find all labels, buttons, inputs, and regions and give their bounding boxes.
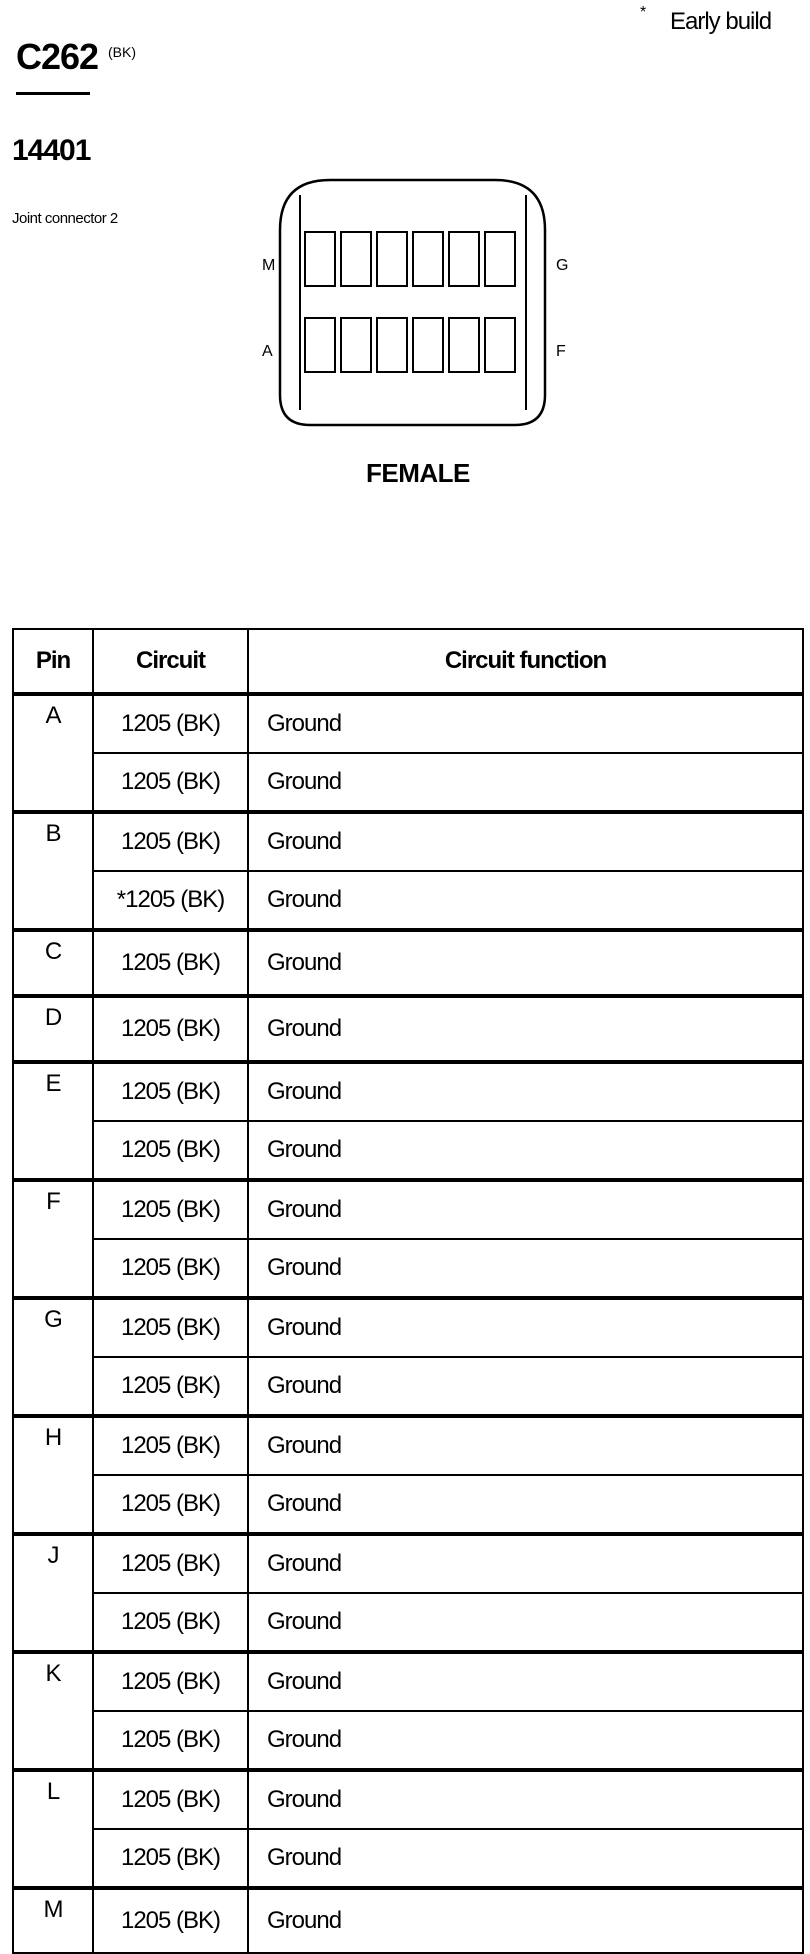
pin-cell: E bbox=[13, 1062, 93, 1180]
pin-label-top-left: M bbox=[262, 257, 276, 274]
pin-group bbox=[13, 812, 803, 930]
table-row bbox=[13, 1180, 803, 1239]
circuit-function-cell: Ground bbox=[248, 812, 803, 871]
table-row bbox=[13, 1652, 803, 1711]
connector-description: Joint connector 2 bbox=[12, 210, 118, 227]
circuit-function-cell: Ground bbox=[248, 1534, 803, 1593]
pin-cell: K bbox=[13, 1652, 93, 1770]
table-header-row bbox=[13, 629, 803, 694]
note-text: Early build bbox=[670, 8, 772, 35]
circuit-function-cell: Ground bbox=[248, 753, 803, 812]
table-row bbox=[13, 1475, 803, 1534]
circuit-function-cell: Ground bbox=[248, 1298, 803, 1357]
header-pin: Pin bbox=[13, 629, 93, 694]
connector-cavity bbox=[305, 318, 335, 372]
connector-face-diagram bbox=[0, 0, 810, 440]
circuit-cell: 1205 (BK) bbox=[93, 1416, 248, 1475]
connector-cavity bbox=[341, 232, 371, 286]
circuit-function-cell: Ground bbox=[248, 1062, 803, 1121]
circuit-cell: 1205 (BK) bbox=[93, 1475, 248, 1534]
table-row bbox=[13, 996, 803, 1062]
pin-group bbox=[13, 694, 803, 812]
pin-cell: C bbox=[13, 930, 93, 996]
pin-cell: D bbox=[13, 996, 93, 1062]
circuit-function-cell: Ground bbox=[248, 1416, 803, 1475]
circuit-cell: 1205 (BK) bbox=[93, 1770, 248, 1829]
circuit-function-cell: Ground bbox=[248, 996, 803, 1062]
circuit-function-cell: Ground bbox=[248, 1829, 803, 1888]
pin-cell: G bbox=[13, 1298, 93, 1416]
pin-group bbox=[13, 930, 803, 996]
circuit-function-cell: Ground bbox=[248, 1888, 803, 1953]
table-row bbox=[13, 1593, 803, 1652]
pin-label-bottom-left: A bbox=[262, 343, 273, 360]
table-row bbox=[13, 1357, 803, 1416]
circuit-function-cell: Ground bbox=[248, 1239, 803, 1298]
circuit-function-cell: Ground bbox=[248, 1121, 803, 1180]
pin-cell: B bbox=[13, 812, 93, 930]
connector-id: C262 bbox=[16, 36, 99, 77]
part-number: 14401 bbox=[12, 134, 91, 167]
table-row bbox=[13, 753, 803, 812]
table-row bbox=[13, 1888, 803, 1953]
circuit-function-cell: Ground bbox=[248, 1652, 803, 1711]
circuit-function-cell: Ground bbox=[248, 1180, 803, 1239]
connector-cavity bbox=[341, 318, 371, 372]
pin-label-top-right: G bbox=[556, 257, 569, 274]
circuit-cell: 1205 (BK) bbox=[93, 1062, 248, 1121]
pin-label-bottom-right: F bbox=[556, 343, 566, 360]
circuit-function-cell: Ground bbox=[248, 1711, 803, 1770]
connector-cavity bbox=[485, 318, 515, 372]
circuit-cell: 1205 (BK) bbox=[93, 812, 248, 871]
connector-cavity bbox=[449, 318, 479, 372]
table-row bbox=[13, 1711, 803, 1770]
table-row bbox=[13, 930, 803, 996]
note-marker: * bbox=[640, 4, 646, 21]
pin-group bbox=[13, 1534, 803, 1652]
pin-table bbox=[12, 628, 804, 1954]
circuit-cell: 1205 (BK) bbox=[93, 1357, 248, 1416]
pin-cell: L bbox=[13, 1770, 93, 1888]
circuit-function-cell: Ground bbox=[248, 1475, 803, 1534]
circuit-function-cell: Ground bbox=[248, 1770, 803, 1829]
circuit-cell: 1205 (BK) bbox=[93, 694, 248, 753]
cavity-grid bbox=[305, 232, 515, 372]
table-row bbox=[13, 1770, 803, 1829]
connector-cavity bbox=[449, 232, 479, 286]
pin-cell: A bbox=[13, 694, 93, 812]
circuit-cell: 1205 (BK) bbox=[93, 1534, 248, 1593]
circuit-cell: *1205 (BK) bbox=[93, 871, 248, 930]
connector-cavity bbox=[413, 318, 443, 372]
circuit-function-cell: Ground bbox=[248, 930, 803, 996]
circuit-function-cell: Ground bbox=[248, 1593, 803, 1652]
circuit-cell: 1205 (BK) bbox=[93, 1888, 248, 1953]
table-row bbox=[13, 1534, 803, 1593]
circuit-function-cell: Ground bbox=[248, 871, 803, 930]
table-row bbox=[13, 1121, 803, 1180]
connector-color-code: (BK) bbox=[108, 44, 136, 60]
circuit-cell: 1205 (BK) bbox=[93, 1593, 248, 1652]
connector-cavity bbox=[377, 232, 407, 286]
pin-cell: M bbox=[13, 1888, 93, 1953]
pin-group bbox=[13, 1888, 803, 1953]
connector-housing bbox=[280, 180, 545, 425]
circuit-cell: 1205 (BK) bbox=[93, 930, 248, 996]
pin-group bbox=[13, 1180, 803, 1298]
table-row bbox=[13, 1239, 803, 1298]
pin-group bbox=[13, 1298, 803, 1416]
connector-cavity bbox=[305, 232, 335, 286]
circuit-cell: 1205 (BK) bbox=[93, 996, 248, 1062]
connector-cavity bbox=[413, 232, 443, 286]
table-row bbox=[13, 694, 803, 753]
circuit-cell: 1205 (BK) bbox=[93, 753, 248, 812]
circuit-cell: 1205 (BK) bbox=[93, 1711, 248, 1770]
table-row bbox=[13, 1829, 803, 1888]
table-row bbox=[13, 1416, 803, 1475]
circuit-cell: 1205 (BK) bbox=[93, 1829, 248, 1888]
table-row bbox=[13, 871, 803, 930]
pin-cell: F bbox=[13, 1180, 93, 1298]
pin-group bbox=[13, 1652, 803, 1770]
pin-cell: J bbox=[13, 1534, 93, 1652]
table-row bbox=[13, 812, 803, 871]
table-row bbox=[13, 1062, 803, 1121]
pin-group bbox=[13, 1062, 803, 1180]
circuit-cell: 1205 (BK) bbox=[93, 1180, 248, 1239]
circuit-cell: 1205 (BK) bbox=[93, 1121, 248, 1180]
circuit-cell: 1205 (BK) bbox=[93, 1239, 248, 1298]
circuit-function-cell: Ground bbox=[248, 1357, 803, 1416]
connector-gender: FEMALE bbox=[366, 458, 470, 488]
circuit-cell: 1205 (BK) bbox=[93, 1298, 248, 1357]
table-row bbox=[13, 1298, 803, 1357]
circuit-function-cell: Ground bbox=[248, 694, 803, 753]
pin-group bbox=[13, 1416, 803, 1534]
pin-group bbox=[13, 996, 803, 1062]
header-circuit: Circuit bbox=[93, 629, 248, 694]
connector-cavity bbox=[485, 232, 515, 286]
header-circuit-function: Circuit function bbox=[248, 629, 803, 694]
circuit-cell: 1205 (BK) bbox=[93, 1652, 248, 1711]
connector-cavity bbox=[377, 318, 407, 372]
pin-cell: H bbox=[13, 1416, 93, 1534]
pin-group bbox=[13, 1770, 803, 1888]
